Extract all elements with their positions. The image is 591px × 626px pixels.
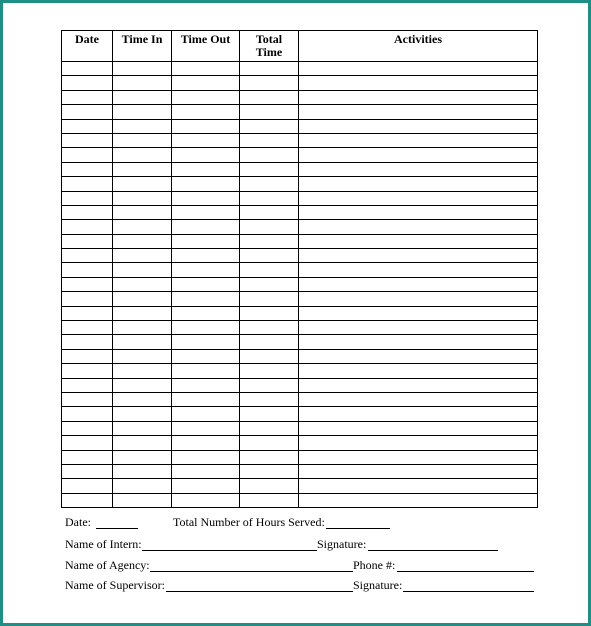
- cell-time-in[interactable]: [113, 392, 172, 406]
- cell-time-in[interactable]: [113, 479, 172, 493]
- cell-date[interactable]: [62, 464, 113, 478]
- cell-time-out[interactable]: [172, 133, 240, 147]
- cell-total-time[interactable]: [240, 364, 299, 378]
- cell-time-in[interactable]: [113, 407, 172, 421]
- table-row: [62, 493, 538, 507]
- cell-time-out[interactable]: [172, 62, 240, 76]
- cell-activities[interactable]: [299, 76, 538, 90]
- cell-time-out[interactable]: [172, 321, 240, 335]
- cell-time-in[interactable]: [113, 436, 172, 450]
- cell-total-time[interactable]: [240, 76, 299, 90]
- cell-date[interactable]: [62, 148, 113, 162]
- cell-time-out[interactable]: [172, 205, 240, 219]
- cell-time-out[interactable]: [172, 105, 240, 119]
- cell-time-in[interactable]: [113, 76, 172, 90]
- table-row: [62, 119, 538, 133]
- cell-time-out[interactable]: [172, 119, 240, 133]
- cell-activities[interactable]: [299, 392, 538, 406]
- table-row: [62, 321, 538, 335]
- date-label: Date:: [65, 515, 91, 529]
- cell-time-in[interactable]: [113, 205, 172, 219]
- cell-time-in[interactable]: [113, 263, 172, 277]
- table-row: [62, 105, 538, 119]
- cell-total-time[interactable]: [240, 378, 299, 392]
- cell-activities[interactable]: [299, 378, 538, 392]
- cell-activities[interactable]: [299, 105, 538, 119]
- cell-date[interactable]: [62, 321, 113, 335]
- table-row: [62, 177, 538, 191]
- cell-activities[interactable]: [299, 421, 538, 435]
- cell-total-time[interactable]: [240, 249, 299, 263]
- cell-time-in[interactable]: [113, 62, 172, 76]
- cell-date[interactable]: [62, 133, 113, 147]
- cell-activities[interactable]: [299, 191, 538, 205]
- cell-activities[interactable]: [299, 436, 538, 450]
- cell-time-out[interactable]: [172, 479, 240, 493]
- cell-date[interactable]: [62, 90, 113, 104]
- cell-date[interactable]: [62, 493, 113, 507]
- intern-name-label: Name of Intern:: [65, 537, 142, 551]
- cell-time-out[interactable]: [172, 90, 240, 104]
- cell-time-out[interactable]: [172, 450, 240, 464]
- cell-activities[interactable]: [299, 62, 538, 76]
- supervisor-signature-label: Signature:: [353, 578, 403, 592]
- cell-time-in[interactable]: [113, 220, 172, 234]
- cell-time-out[interactable]: [172, 263, 240, 277]
- cell-time-in[interactable]: [113, 378, 172, 392]
- cell-time-out[interactable]: [172, 306, 240, 320]
- cell-activities[interactable]: [299, 306, 538, 320]
- cell-date[interactable]: [62, 407, 113, 421]
- header-time-out: Time Out: [172, 31, 240, 62]
- cell-date[interactable]: [62, 162, 113, 176]
- cell-total-time[interactable]: [240, 407, 299, 421]
- cell-date[interactable]: [62, 263, 113, 277]
- cell-time-in[interactable]: [113, 306, 172, 320]
- cell-date[interactable]: [62, 277, 113, 291]
- table-row: [62, 292, 538, 306]
- cell-time-out[interactable]: [172, 277, 240, 291]
- cell-total-time[interactable]: [240, 421, 299, 435]
- table-row: [62, 148, 538, 162]
- supervisor-name-field[interactable]: [166, 578, 353, 592]
- cell-time-out[interactable]: [172, 148, 240, 162]
- cell-total-time[interactable]: [240, 392, 299, 406]
- cell-activities[interactable]: [299, 321, 538, 335]
- agency-name-label: Name of Agency:: [65, 558, 150, 572]
- cell-total-time[interactable]: [240, 133, 299, 147]
- table-row: [62, 234, 538, 248]
- table-row: [62, 263, 538, 277]
- supervisor-signature-field[interactable]: [403, 578, 534, 592]
- cell-date[interactable]: [62, 479, 113, 493]
- cell-date[interactable]: [62, 76, 113, 90]
- cell-activities[interactable]: [299, 277, 538, 291]
- cell-time-out[interactable]: [172, 234, 240, 248]
- cell-time-in[interactable]: [113, 133, 172, 147]
- intern-name-field[interactable]: [142, 537, 317, 551]
- cell-total-time[interactable]: [240, 335, 299, 349]
- cell-date[interactable]: [62, 364, 113, 378]
- cell-date[interactable]: [62, 105, 113, 119]
- table-header-row: [62, 31, 538, 62]
- table-row: [62, 76, 538, 90]
- cell-date[interactable]: [62, 191, 113, 205]
- cell-total-time[interactable]: [240, 205, 299, 219]
- cell-time-in[interactable]: [113, 177, 172, 191]
- cell-activities[interactable]: [299, 407, 538, 421]
- cell-activities[interactable]: [299, 205, 538, 219]
- cell-time-out[interactable]: [172, 464, 240, 478]
- cell-activities[interactable]: [299, 493, 538, 507]
- intern-signature-label: Signature:: [317, 537, 367, 551]
- cell-time-out[interactable]: [172, 364, 240, 378]
- cell-time-out[interactable]: [172, 177, 240, 191]
- cell-time-in[interactable]: [113, 349, 172, 363]
- cell-date[interactable]: [62, 392, 113, 406]
- cell-date[interactable]: [62, 205, 113, 219]
- cell-time-out[interactable]: [172, 220, 240, 234]
- cell-time-out[interactable]: [172, 407, 240, 421]
- cell-activities[interactable]: [299, 234, 538, 248]
- cell-time-out[interactable]: [172, 249, 240, 263]
- cell-activities[interactable]: [299, 220, 538, 234]
- table-row: [62, 191, 538, 205]
- cell-total-time[interactable]: [240, 450, 299, 464]
- cell-time-out[interactable]: [172, 436, 240, 450]
- cell-date[interactable]: [62, 349, 113, 363]
- cell-time-out[interactable]: [172, 191, 240, 205]
- table-row: [62, 421, 538, 435]
- cell-total-time[interactable]: [240, 306, 299, 320]
- cell-time-in[interactable]: [113, 321, 172, 335]
- table-row: [62, 349, 538, 363]
- cell-time-in[interactable]: [113, 119, 172, 133]
- cell-time-in[interactable]: [113, 292, 172, 306]
- cell-time-in[interactable]: [113, 162, 172, 176]
- cell-time-out[interactable]: [172, 392, 240, 406]
- table-row: [62, 378, 538, 392]
- cell-activities[interactable]: [299, 263, 538, 277]
- cell-total-time[interactable]: [240, 191, 299, 205]
- cell-activities[interactable]: [299, 90, 538, 104]
- cell-time-in[interactable]: [113, 148, 172, 162]
- cell-date[interactable]: [62, 62, 113, 76]
- table-row: [62, 450, 538, 464]
- cell-activities[interactable]: [299, 148, 538, 162]
- cell-date[interactable]: [62, 436, 113, 450]
- phone-label: Phone #:: [353, 558, 396, 572]
- agency-name-field[interactable]: [150, 558, 353, 572]
- intern-signature-field[interactable]: [368, 537, 498, 551]
- cell-date[interactable]: [62, 119, 113, 133]
- cell-total-time[interactable]: [240, 90, 299, 104]
- cell-time-in[interactable]: [113, 234, 172, 248]
- table-row: [62, 162, 538, 176]
- cell-total-time[interactable]: [240, 479, 299, 493]
- cell-activities[interactable]: [299, 349, 538, 363]
- cell-activities[interactable]: [299, 450, 538, 464]
- cell-time-out[interactable]: [172, 162, 240, 176]
- cell-time-in[interactable]: [113, 249, 172, 263]
- cell-total-time[interactable]: [240, 464, 299, 478]
- supervisor-name-label: Name of Supervisor:: [65, 578, 165, 592]
- header-date: Date: [62, 31, 113, 62]
- time-log-table: [61, 30, 538, 508]
- cell-date[interactable]: [62, 249, 113, 263]
- cell-time-in[interactable]: [113, 191, 172, 205]
- cell-total-time[interactable]: [240, 349, 299, 363]
- cell-total-time[interactable]: [240, 62, 299, 76]
- cell-date[interactable]: [62, 306, 113, 320]
- table-row: [62, 464, 538, 478]
- total-hours-label: Total Number of Hours Served:: [173, 515, 325, 529]
- cell-time-out[interactable]: [172, 349, 240, 363]
- table-row: [62, 436, 538, 450]
- cell-total-time[interactable]: [240, 234, 299, 248]
- header-total-time: Total Time: [240, 31, 299, 62]
- cell-total-time[interactable]: [240, 277, 299, 291]
- cell-total-time[interactable]: [240, 436, 299, 450]
- cell-total-time[interactable]: [240, 105, 299, 119]
- cell-activities[interactable]: [299, 249, 538, 263]
- cell-time-out[interactable]: [172, 378, 240, 392]
- cell-date[interactable]: [62, 292, 113, 306]
- cell-activities[interactable]: [299, 292, 538, 306]
- cell-time-in[interactable]: [113, 90, 172, 104]
- table-row: [62, 407, 538, 421]
- cell-time-in[interactable]: [113, 105, 172, 119]
- cell-date[interactable]: [62, 220, 113, 234]
- cell-total-time[interactable]: [240, 493, 299, 507]
- cell-total-time[interactable]: [240, 177, 299, 191]
- cell-time-out[interactable]: [172, 292, 240, 306]
- table-row: [62, 277, 538, 291]
- cell-date[interactable]: [62, 450, 113, 464]
- cell-activities[interactable]: [299, 479, 538, 493]
- cell-time-in[interactable]: [113, 450, 172, 464]
- table-row: [62, 364, 538, 378]
- table-row: [62, 479, 538, 493]
- cell-time-in[interactable]: [113, 421, 172, 435]
- cell-time-in[interactable]: [113, 277, 172, 291]
- cell-date[interactable]: [62, 234, 113, 248]
- table-row: [62, 335, 538, 349]
- cell-activities[interactable]: [299, 464, 538, 478]
- cell-total-time[interactable]: [240, 220, 299, 234]
- cell-time-out[interactable]: [172, 335, 240, 349]
- table-row: [62, 220, 538, 234]
- table-row: [62, 90, 538, 104]
- header-time-in: Time In: [113, 31, 172, 62]
- cell-total-time[interactable]: [240, 263, 299, 277]
- table-row: [62, 205, 538, 219]
- header-activities: Activities: [299, 31, 538, 62]
- cell-activities[interactable]: [299, 162, 538, 176]
- cell-total-time[interactable]: [240, 321, 299, 335]
- table-body: [62, 62, 538, 508]
- table-row: [62, 133, 538, 147]
- cell-total-time[interactable]: [240, 148, 299, 162]
- cell-date[interactable]: [62, 177, 113, 191]
- cell-time-out[interactable]: [172, 493, 240, 507]
- cell-activities[interactable]: [299, 364, 538, 378]
- cell-time-out[interactable]: [172, 421, 240, 435]
- table-row: [62, 62, 538, 76]
- cell-date[interactable]: [62, 378, 113, 392]
- cell-time-out[interactable]: [172, 76, 240, 90]
- cell-time-in[interactable]: [113, 335, 172, 349]
- table-row: [62, 306, 538, 320]
- cell-activities[interactable]: [299, 177, 538, 191]
- cell-total-time[interactable]: [240, 162, 299, 176]
- cell-total-time[interactable]: [240, 119, 299, 133]
- cell-activities[interactable]: [299, 335, 538, 349]
- total-hours-field[interactable]: [326, 515, 390, 529]
- cell-date[interactable]: [62, 421, 113, 435]
- cell-time-in[interactable]: [113, 493, 172, 507]
- cell-activities[interactable]: [299, 133, 538, 147]
- cell-date[interactable]: [62, 335, 113, 349]
- date-field[interactable]: [96, 515, 138, 529]
- cell-time-in[interactable]: [113, 464, 172, 478]
- cell-time-in[interactable]: [113, 364, 172, 378]
- cell-activities[interactable]: [299, 119, 538, 133]
- table-row: [62, 392, 538, 406]
- cell-total-time[interactable]: [240, 292, 299, 306]
- table-row: [62, 249, 538, 263]
- phone-field[interactable]: [397, 558, 534, 572]
